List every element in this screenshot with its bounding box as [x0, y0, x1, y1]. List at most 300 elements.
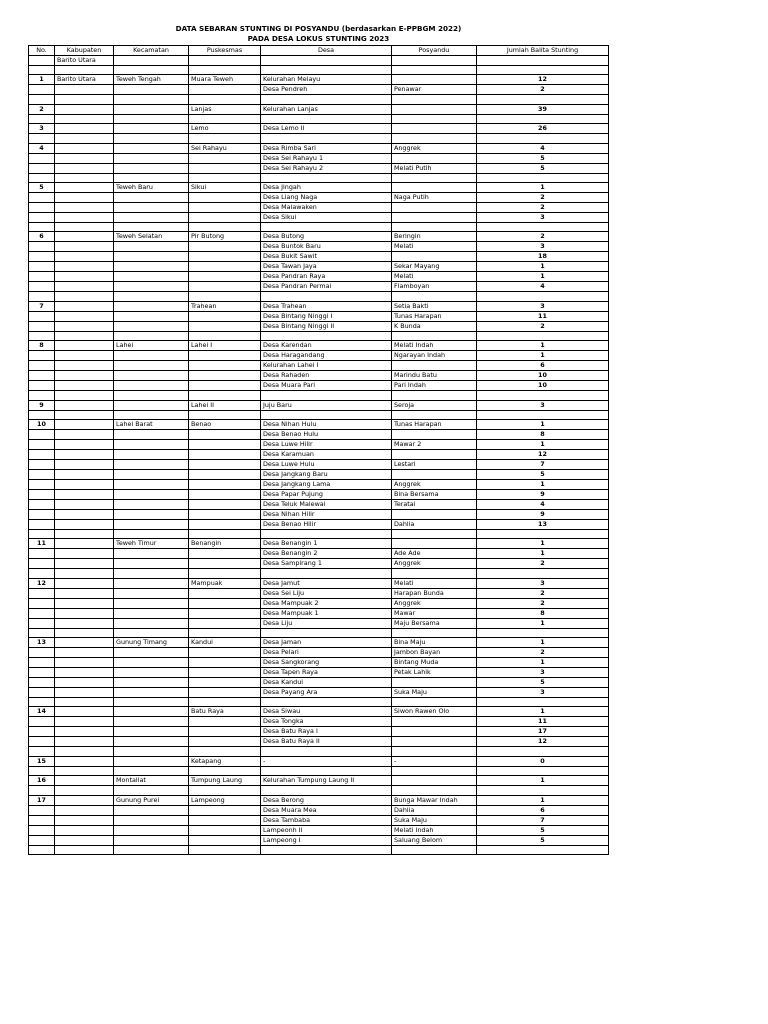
cell-desa: Kelurahan Lanjas	[261, 104, 392, 114]
cell-kabupaten	[55, 766, 114, 775]
cell-kabupaten	[55, 439, 114, 449]
cell-kecamatan	[114, 825, 189, 835]
cell-jumlah: 11	[477, 311, 609, 321]
cell-no	[29, 331, 55, 340]
cell-jumlah	[477, 292, 609, 301]
cell-kecamatan: Teweh Baru	[114, 182, 189, 192]
cell-puskesmas	[189, 95, 261, 104]
column-header-posyandu: Posyandu	[392, 46, 477, 56]
cell-kabupaten	[55, 658, 114, 668]
cell-desa	[261, 56, 392, 66]
table-row	[29, 400, 609, 410]
cell-posyandu: K Bunda	[392, 321, 477, 331]
cell-kabupaten	[55, 588, 114, 598]
cell-puskesmas	[189, 559, 261, 569]
cell-no: 1	[29, 75, 55, 85]
cell-no: 8	[29, 341, 55, 351]
cell-no	[29, 569, 55, 578]
cell-kabupaten	[55, 400, 114, 410]
cell-puskesmas	[189, 737, 261, 747]
cell-posyandu	[392, 529, 477, 538]
cell-no	[29, 727, 55, 737]
cell-puskesmas	[189, 114, 261, 123]
cell-kecamatan	[114, 608, 189, 618]
cell-posyandu: Beringin	[392, 232, 477, 242]
cell-posyandu: Suka Maju	[392, 815, 477, 825]
cell-desa	[261, 391, 392, 400]
cell-posyandu	[392, 182, 477, 192]
cell-no	[29, 549, 55, 559]
table-row	[29, 489, 609, 499]
cell-posyandu	[392, 222, 477, 231]
cell-kecamatan	[114, 361, 189, 371]
cell-kabupaten	[55, 391, 114, 400]
cell-posyandu: Bintang Muda	[392, 658, 477, 668]
cell-desa	[261, 845, 392, 854]
cell-puskesmas	[189, 668, 261, 678]
cell-kecamatan: Gunung Timang	[114, 638, 189, 648]
cell-puskesmas: Kandui	[189, 638, 261, 648]
cell-posyandu	[392, 747, 477, 756]
cell-posyandu: Melati Putih	[392, 163, 477, 173]
cell-puskesmas	[189, 391, 261, 400]
cell-no	[29, 588, 55, 598]
cell-desa: Desa Sei Rahayu 2	[261, 163, 392, 173]
cell-jumlah: 6	[477, 361, 609, 371]
cell-desa	[261, 569, 392, 578]
cell-no	[29, 252, 55, 262]
cell-kabupaten	[55, 578, 114, 588]
cell-kecamatan	[114, 717, 189, 727]
cell-posyandu	[392, 698, 477, 707]
cell-desa: Desa Malawaken	[261, 202, 392, 212]
cell-kecamatan	[114, 381, 189, 391]
table-row	[29, 75, 609, 85]
table-row	[29, 134, 609, 143]
table-row	[29, 825, 609, 835]
cell-posyandu	[392, 569, 477, 578]
table-row	[29, 391, 609, 400]
cell-desa: Desa Pendreh	[261, 85, 392, 95]
cell-jumlah: 1	[477, 658, 609, 668]
cell-posyandu	[392, 776, 477, 786]
cell-kecamatan	[114, 668, 189, 678]
cell-kabupaten	[55, 737, 114, 747]
cell-posyandu: Dahlia	[392, 805, 477, 815]
cell-jumlah: 8	[477, 608, 609, 618]
cell-jumlah: 1	[477, 638, 609, 648]
cell-kabupaten	[55, 776, 114, 786]
cell-kabupaten	[55, 795, 114, 805]
cell-puskesmas	[189, 153, 261, 163]
cell-puskesmas: Benao	[189, 419, 261, 429]
table-row	[29, 341, 609, 351]
cell-no: 17	[29, 795, 55, 805]
cell-no	[29, 835, 55, 845]
cell-posyandu: Melati Indah	[392, 341, 477, 351]
cell-jumlah: 26	[477, 124, 609, 134]
cell-kecamatan	[114, 588, 189, 598]
cell-desa: Desa Sei Liju	[261, 588, 392, 598]
cell-desa: Desa Jaman	[261, 638, 392, 648]
cell-no	[29, 459, 55, 469]
cell-posyandu	[392, 509, 477, 519]
cell-jumlah: 1	[477, 419, 609, 429]
cell-jumlah: 6	[477, 805, 609, 815]
cell-puskesmas: Benangin	[189, 539, 261, 549]
cell-jumlah	[477, 222, 609, 231]
cell-no	[29, 202, 55, 212]
cell-posyandu: Naga Putih	[392, 192, 477, 202]
cell-kabupaten	[55, 519, 114, 529]
cell-puskesmas	[189, 608, 261, 618]
cell-jumlah: 2	[477, 648, 609, 658]
cell-posyandu: Tunas Harapan	[392, 419, 477, 429]
cell-kabupaten	[55, 529, 114, 538]
cell-desa: Desa Batu Raya I	[261, 727, 392, 737]
cell-no	[29, 66, 55, 75]
table-row	[29, 124, 609, 134]
cell-no: 9	[29, 400, 55, 410]
cell-puskesmas	[189, 351, 261, 361]
cell-kabupaten	[55, 489, 114, 499]
cell-kecamatan	[114, 410, 189, 419]
cell-puskesmas	[189, 134, 261, 143]
cell-jumlah	[477, 747, 609, 756]
cell-jumlah: 10	[477, 381, 609, 391]
cell-puskesmas	[189, 766, 261, 775]
cell-no: 11	[29, 539, 55, 549]
cell-puskesmas	[189, 361, 261, 371]
cell-puskesmas	[189, 618, 261, 628]
cell-kabupaten	[55, 282, 114, 292]
cell-posyandu: Seroja	[392, 400, 477, 410]
cell-puskesmas: Lampeong	[189, 795, 261, 805]
cell-no	[29, 805, 55, 815]
cell-kabupaten	[55, 331, 114, 340]
cell-jumlah: 12	[477, 75, 609, 85]
cell-kabupaten	[55, 212, 114, 222]
cell-kecamatan	[114, 124, 189, 134]
cell-posyandu	[392, 429, 477, 439]
cell-kabupaten	[55, 95, 114, 104]
cell-jumlah	[477, 569, 609, 578]
table-row	[29, 598, 609, 608]
cell-posyandu	[392, 124, 477, 134]
cell-jumlah: 7	[477, 815, 609, 825]
table-row	[29, 410, 609, 419]
cell-posyandu: Jambon Bayan	[392, 648, 477, 658]
cell-posyandu: Saluang Belom	[392, 835, 477, 845]
cell-jumlah: 1	[477, 618, 609, 628]
table-row	[29, 628, 609, 637]
cell-puskesmas	[189, 429, 261, 439]
cell-kabupaten	[55, 381, 114, 391]
cell-no	[29, 272, 55, 282]
cell-jumlah: 10	[477, 371, 609, 381]
table-row	[29, 469, 609, 479]
cell-desa: Desa Tawan Jaya	[261, 262, 392, 272]
cell-no	[29, 173, 55, 182]
cell-jumlah	[477, 628, 609, 637]
table-row	[29, 331, 609, 340]
column-header-desa: Desa	[261, 46, 392, 56]
cell-posyandu: Melati	[392, 242, 477, 252]
cell-desa	[261, 698, 392, 707]
cell-desa	[261, 222, 392, 231]
cell-desa: Desa Jangkang Baru	[261, 469, 392, 479]
cell-kecamatan: Lahei	[114, 341, 189, 351]
cell-posyandu: Anggrek	[392, 559, 477, 569]
table-row	[29, 282, 609, 292]
cell-no	[29, 134, 55, 143]
cell-no	[29, 509, 55, 519]
cell-jumlah	[477, 529, 609, 538]
table-row	[29, 499, 609, 509]
cell-no	[29, 242, 55, 252]
cell-posyandu	[392, 114, 477, 123]
cell-desa: Desa Haragandang	[261, 351, 392, 361]
cell-kecamatan	[114, 618, 189, 628]
table-row	[29, 163, 609, 173]
cell-kecamatan: Lahei Barat	[114, 419, 189, 429]
cell-no: 10	[29, 419, 55, 429]
cell-desa: Desa Trahean	[261, 301, 392, 311]
cell-desa: Desa Papar Pujung	[261, 489, 392, 499]
cell-jumlah: 3	[477, 242, 609, 252]
table-row	[29, 351, 609, 361]
cell-puskesmas	[189, 815, 261, 825]
table-row	[29, 429, 609, 439]
cell-puskesmas: Batu Raya	[189, 707, 261, 717]
cell-desa: Desa Benao Hilir	[261, 519, 392, 529]
cell-jumlah: 2	[477, 559, 609, 569]
cell-kabupaten	[55, 341, 114, 351]
cell-puskesmas	[189, 469, 261, 479]
cell-no	[29, 292, 55, 301]
header-row	[29, 46, 609, 56]
cell-kecamatan	[114, 845, 189, 854]
cell-jumlah	[477, 173, 609, 182]
cell-kecamatan	[114, 766, 189, 775]
cell-desa: Desa Benangin 1	[261, 539, 392, 549]
cell-kabupaten	[55, 124, 114, 134]
cell-posyandu: Tunas Harapan	[392, 311, 477, 321]
cell-desa: Desa Jamut	[261, 578, 392, 588]
cell-kecamatan	[114, 66, 189, 75]
cell-no	[29, 698, 55, 707]
cell-puskesmas	[189, 569, 261, 578]
cell-kecamatan	[114, 400, 189, 410]
cell-kecamatan	[114, 519, 189, 529]
cell-puskesmas	[189, 449, 261, 459]
table-row	[29, 242, 609, 252]
cell-jumlah: 12	[477, 737, 609, 747]
table-row	[29, 202, 609, 212]
column-header-kabupaten: Kabupaten	[55, 46, 114, 56]
cell-kecamatan	[114, 163, 189, 173]
cell-kabupaten	[55, 85, 114, 95]
cell-posyandu: Ngarayan Indah	[392, 351, 477, 361]
table-row	[29, 786, 609, 795]
cell-no	[29, 519, 55, 529]
cell-posyandu: Pari Indah	[392, 381, 477, 391]
cell-kecamatan	[114, 756, 189, 766]
cell-puskesmas: Mampuak	[189, 578, 261, 588]
cell-jumlah	[477, 391, 609, 400]
cell-puskesmas	[189, 202, 261, 212]
cell-jumlah: 0	[477, 756, 609, 766]
cell-kecamatan	[114, 648, 189, 658]
cell-no	[29, 717, 55, 727]
cell-no	[29, 825, 55, 835]
cell-no	[29, 608, 55, 618]
cell-jumlah: 2	[477, 321, 609, 331]
cell-kecamatan	[114, 351, 189, 361]
cell-kecamatan	[114, 578, 189, 588]
cell-jumlah: 1	[477, 439, 609, 449]
cell-posyandu	[392, 449, 477, 459]
cell-desa	[261, 786, 392, 795]
table-row	[29, 311, 609, 321]
cell-kecamatan: Montallat	[114, 776, 189, 786]
cell-no	[29, 499, 55, 509]
table-row	[29, 588, 609, 598]
table-row	[29, 232, 609, 242]
cell-no	[29, 618, 55, 628]
cell-posyandu	[392, 678, 477, 688]
cell-puskesmas	[189, 519, 261, 529]
cell-no	[29, 410, 55, 419]
cell-puskesmas	[189, 825, 261, 835]
cell-desa: Desa Jingah	[261, 182, 392, 192]
cell-kabupaten	[55, 479, 114, 489]
cell-kabupaten	[55, 825, 114, 835]
cell-puskesmas	[189, 479, 261, 489]
table-row	[29, 845, 609, 854]
cell-jumlah: 1	[477, 549, 609, 559]
cell-desa: Desa Karendan	[261, 341, 392, 351]
cell-kabupaten	[55, 707, 114, 717]
cell-jumlah: 2	[477, 202, 609, 212]
title-line-1: DATA SEBARAN STUNTING DI POSYANDU (berdasarkan E-PPBGM 2022)	[175, 24, 462, 33]
cell-posyandu: Setia Bakti	[392, 301, 477, 311]
cell-desa	[261, 628, 392, 637]
table-row	[29, 795, 609, 805]
cell-kecamatan	[114, 202, 189, 212]
cell-posyandu	[392, 56, 477, 66]
cell-puskesmas	[189, 192, 261, 202]
cell-desa	[261, 95, 392, 104]
cell-no	[29, 469, 55, 479]
table-row	[29, 717, 609, 727]
cell-puskesmas	[189, 727, 261, 737]
cell-kecamatan	[114, 786, 189, 795]
cell-posyandu	[392, 104, 477, 114]
cell-kabupaten	[55, 301, 114, 311]
cell-kabupaten	[55, 114, 114, 123]
cell-jumlah: 1	[477, 539, 609, 549]
cell-kecamatan	[114, 173, 189, 182]
cell-puskesmas	[189, 321, 261, 331]
cell-desa	[261, 331, 392, 340]
cell-puskesmas	[189, 489, 261, 499]
table-row	[29, 707, 609, 717]
table-row	[29, 815, 609, 825]
table-row	[29, 66, 609, 75]
cell-posyandu	[392, 727, 477, 737]
cell-kecamatan	[114, 252, 189, 262]
cell-kabupaten	[55, 747, 114, 756]
cell-kabupaten	[55, 232, 114, 242]
cell-kabupaten	[55, 509, 114, 519]
cell-posyandu	[392, 331, 477, 340]
table-row	[29, 698, 609, 707]
cell-puskesmas	[189, 85, 261, 95]
cell-posyandu: Marindu Batu	[392, 371, 477, 381]
table-row	[29, 459, 609, 469]
cell-desa	[261, 114, 392, 123]
cell-no	[29, 153, 55, 163]
title-line-2: PADA DESA LOKUS STUNTING 2023	[247, 33, 390, 43]
cell-kabupaten	[55, 262, 114, 272]
cell-posyandu: Penawar	[392, 85, 477, 95]
cell-posyandu: Melati Indah	[392, 825, 477, 835]
cell-desa: Desa Luwe Hulu	[261, 459, 392, 469]
table-row	[29, 776, 609, 786]
cell-no	[29, 351, 55, 361]
cell-jumlah: 5	[477, 825, 609, 835]
table-row	[29, 104, 609, 114]
cell-jumlah: 5	[477, 469, 609, 479]
table-row	[29, 509, 609, 519]
cell-posyandu	[392, 539, 477, 549]
cell-desa	[261, 134, 392, 143]
cell-kecamatan	[114, 371, 189, 381]
cell-kabupaten	[55, 845, 114, 854]
cell-puskesmas	[189, 549, 261, 559]
cell-jumlah: 5	[477, 153, 609, 163]
cell-puskesmas: Tumpung Laung	[189, 776, 261, 786]
table-row	[29, 678, 609, 688]
cell-kabupaten	[55, 182, 114, 192]
cell-kabupaten	[55, 678, 114, 688]
cell-kabupaten	[55, 66, 114, 75]
cell-kecamatan	[114, 489, 189, 499]
cell-kabupaten	[55, 688, 114, 698]
cell-desa: Desa Benangin 2	[261, 549, 392, 559]
cell-kabupaten	[55, 361, 114, 371]
table-row	[29, 747, 609, 756]
column-header-kecamatan: Kecamatan	[114, 46, 189, 56]
cell-jumlah	[477, 845, 609, 854]
cell-desa: Desa Rimba Sari	[261, 143, 392, 153]
cell-kecamatan	[114, 727, 189, 737]
cell-jumlah: 5	[477, 835, 609, 845]
cell-desa	[261, 529, 392, 538]
cell-puskesmas: Lahei I	[189, 341, 261, 351]
table-row	[29, 212, 609, 222]
cell-kecamatan	[114, 272, 189, 282]
cell-kecamatan	[114, 282, 189, 292]
cell-no: 12	[29, 578, 55, 588]
cell-desa: Desa Mampuak 1	[261, 608, 392, 618]
cell-puskesmas	[189, 282, 261, 292]
cell-desa: Desa Nihan Hulu	[261, 419, 392, 429]
table-row	[29, 95, 609, 104]
cell-kabupaten	[55, 252, 114, 262]
cell-no	[29, 282, 55, 292]
